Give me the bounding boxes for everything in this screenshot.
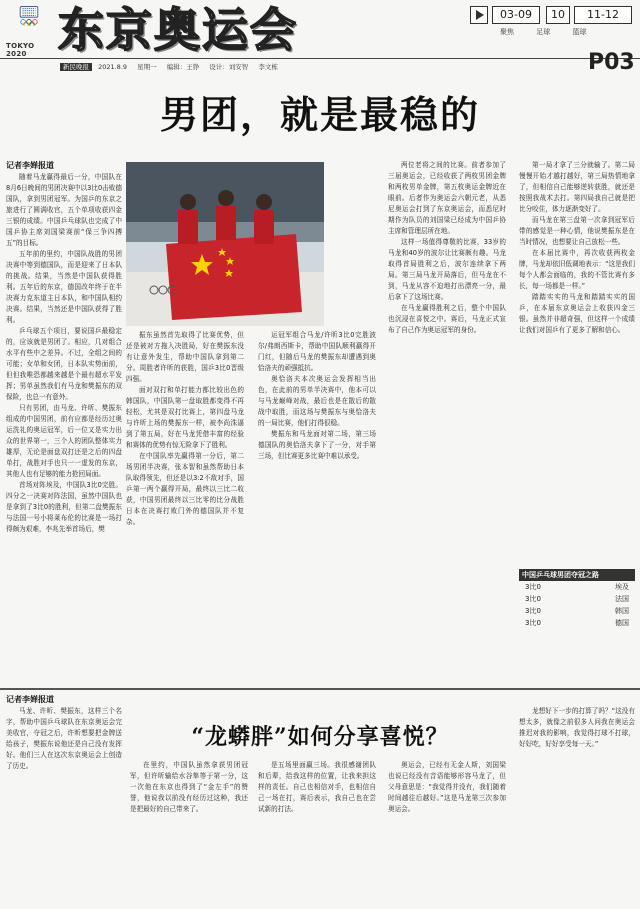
article2-column-4 <box>388 760 506 904</box>
table-row <box>519 581 635 593</box>
olympic-emblem-icon <box>8 6 50 26</box>
score-cell: 3比0 <box>525 595 541 603</box>
paragraph: 龙想好下一步的打算了吗？“这没有想太多，就像之前很多人问我在奥运会推迟对我的影响，我觉得打球不打球，好好吃，好好享受每一天。” <box>519 707 635 748</box>
issue-designer: 设计：刘安智 <box>209 63 249 71</box>
paragraph: 在本届比赛中，再次收获两枚金牌，马龙却依旧低调地表示：“这是我们每个人都会面临的，我的不管比赛有多长，每一场都是一样。” <box>519 249 635 290</box>
paragraph: 两位老将之间的比赛。前者参加了三届奥运会，已经收获了两枚男团金牌和两枚男单金牌，第五枚奥运金牌近在眼前。后者作为奥运会六朝元老，从悉尼奥运会打到了东京奥运会，而悉尼时期作为队员的刘国梁已经成为中国乒协主席和管理层所在地。 <box>388 161 506 235</box>
sections-row <box>500 27 606 37</box>
paragraph: 面对双打和单打能力都比较出色的韩国队，中国队第一盘取胜都变得不再轻松，尤其是双打比赛上，第四盘马龙与许昕上场的樊振东一样，被李尚洙逼到了第五局，好在马龙凭借丰富的经验和赛体的优势有惊无险拿下了胜利。 <box>126 386 244 449</box>
paragraph: 樊振东和马龙面对第二场，第三场德国队的奥恰洛夫拿下了一分，对手第三场，但比赛更多比赛中难以承受。 <box>258 430 376 460</box>
paragraph: 马龙、许昕、樊振东，这样三个名字，帮助中国乒乓球队在东京奥运会完美收官，夺冠之后，许昕想要把金牌送给孩子，樊振东说他还是自己没有发挥好。他们三人在这次东京奥运会上创造了历史。 <box>6 707 122 770</box>
article2-byline: 记者李婵报道 <box>6 695 54 704</box>
opponent-cell: 德国 <box>615 619 629 627</box>
issue-weekday: 星期一 <box>137 63 157 71</box>
article1-column-3 <box>258 330 376 680</box>
paragraph: 运冠军组合马龙/许昕3比0完胜波尔/弗朗西斯卡，帮助中国队顺利赢得开门红，但随后马龙的樊振东却遭遇到奥恰洛夫的顽强抵抗。 <box>258 331 376 372</box>
article1-headline: 男团，就是最稳的 <box>159 92 480 137</box>
table-row <box>519 593 635 605</box>
issue-date: 2021.8.9 <box>98 63 128 71</box>
paper-tag: 新民晚报 <box>60 63 92 71</box>
results-table-title: 中国乒乓球男团夺冠之路 <box>519 569 635 581</box>
section-focus[interactable]: 聚焦 <box>500 28 514 36</box>
page-number: P03 <box>588 50 635 75</box>
table-row <box>519 617 635 629</box>
issue-bar <box>60 62 286 72</box>
opponent-cell: 韩国 <box>615 607 629 615</box>
article2-column-1 <box>6 706 122 904</box>
date-box-2[interactable]: 10 <box>546 6 570 24</box>
date-box-3[interactable]: 11-12 <box>574 6 632 24</box>
date-navigator <box>470 6 636 24</box>
article1-byline: 记者李婵报道 <box>6 161 54 170</box>
logo-text: TOKYO 2020 <box>6 42 35 58</box>
header-rule <box>0 58 640 59</box>
table-row <box>519 605 635 617</box>
paragraph: 乒乓球五个项目，要说国乒最稳定的，应该就是男团了。相应，几对组合水平有些中之差异。不过，全组之间的可能；女单和女团，日本队实势面前，但但我唯恐都越来越是个最有超水平发挥；男单虽然我们有马龙和樊振东的双保险，也总一有意外。 <box>6 327 122 401</box>
score-cell: 3比0 <box>525 583 541 591</box>
paragraph: 五年前的里约，中国队战胜的男团决赛中等到德国队，而是迎来了日本队的挑战。结果，当然是中国队获得胜利。五年后的东京，德国改年终于在半决赛力克东道主日本队，和中国队相约决赛。结果，当然还是中国队获得了胜利。 <box>6 250 122 324</box>
issue-editor: 编辑：王铮 <box>166 63 200 71</box>
tokyo-2020-logo <box>6 6 52 58</box>
date-box-1[interactable]: 03-09 <box>492 6 540 24</box>
paragraph: 在里约，中国队虽然拿获男团冠军，但许昕输给水谷隼等于第一分，这一次他在东京也得到了“金左手”的赞誉，他说我以前没有经历过这种，我还是把最好的自己带来了。 <box>130 761 248 813</box>
paragraph: 踏踏实实的马龙和踏踏实实的国乒，在本届东京奥运会上收获四金三银。虽然并非超奇强，但这样一个成绩让我们对国乒有了更多了解和信心。 <box>519 293 635 334</box>
issue-proof: 李文栋 <box>258 63 278 71</box>
paragraph: 是五场里面赢三场。我很感谢团队和后辈，给我这样的位置，让我来担这样的责任。自己也相信对手，也相信自己一场在打，赛后表示，我自己也在尝试新的打法。 <box>258 761 376 813</box>
paragraph: 在马龙赢得胜利之后，整个中国队也沉浸在喜悦之中。赛后，马龙正式宣布了自己作为奥运冠军的身份。 <box>388 304 506 334</box>
paragraph: 这样一场值得尊敬的比赛，33岁的马龙和40岁的波尔让比赛颇有趣。马龙取得首局胜利之后，波尔连续拿下两局。第三局马龙开局落后，但马龙在不到，马龙从容不迫地打出漂亮一分，最后拿下了这场比赛。 <box>388 238 506 301</box>
celebration-image <box>126 162 324 326</box>
section-divider <box>0 688 640 690</box>
article2-column-2 <box>130 760 248 904</box>
paragraph: 振东虽然首先取得了比赛优势，但还是被对方拖入决胜局，好在樊振东没有让意外发生，帮助中国队拿到第二分。周胜者许昕的获胜，国乒3比0晋级四强。 <box>126 331 244 383</box>
paragraph: 首场对阵埃及，中国队3比0完胜。四分之一决赛对阵法国，虽然中国队也是拿到了3比0的胜利，但第二盘樊振东与法国一号小将莱布伦的比赛是一场打得颇为艰难，李兆先举首场后，樊 <box>6 481 122 533</box>
opponent-cell: 埃及 <box>615 583 629 591</box>
paragraph: 奥恰洛夫本次奥运会发挥相当出色，在此前的男单半决赛中，他本可以与马龙巅峰对战，最后也是在散后的散战中取胜，而这场与樊振东与奥恰洛夫的一局比赛，他们打得很稳。 <box>258 375 376 427</box>
play-icon[interactable] <box>470 6 488 24</box>
masthead-title: 东京奥运会 <box>58 3 298 57</box>
paragraph: 第一局才拿了三分就输了。第二局慢慢开始才越打越好，第三局热情地拿了，但相信自己能够逆转获胜，就还是按照我战术去打。第四局我自己就是把比分咬住，体力逐渐变好了。 <box>519 161 635 213</box>
article1-column-1 <box>6 172 122 680</box>
article2-headline: “龙蟒胖”如何分享喜悦？ <box>191 724 449 750</box>
opponent-cell: 法国 <box>615 595 629 603</box>
team-photo <box>126 162 324 326</box>
article2-column-5 <box>519 706 635 904</box>
article1-column-5 <box>519 160 635 564</box>
paragraph: 奥运会，已经有无金人斯，刘国梁也说已经没有音语能够形容马龙了，但父母意思是：“我觉得并没有，我们随着时间越往后越好。”这是马龙第三次参加奥运会。 <box>388 761 506 813</box>
article2-column-3 <box>258 760 376 904</box>
article1-column-2 <box>126 330 244 680</box>
section-football[interactable]: 足球 <box>536 28 551 36</box>
paragraph: 随着马龙赢得最后一分，中国队在8月6日晚间的男团决赛中以3比0击败德国队，拿到男团冠军。为国乒的东京之旅进行了圆满收官，五个单项收获四金三银的成绩。中国乒乓球队也完成了中国乒协主席刘国梁赛前“保三争四搏五”的目标。 <box>6 173 122 247</box>
score-cell: 3比0 <box>525 607 541 615</box>
paragraph: 而马龙在第三盘第一次拿到冠军后带的感觉是一种心情，他说樊振东是在当时情况，也想要让自己放松一些。 <box>519 216 635 246</box>
section-basketball[interactable]: 篮球 <box>572 28 587 36</box>
article1-column-4 <box>388 160 506 680</box>
results-table <box>519 569 635 629</box>
paragraph: 只有男团，由马龙、许昕、樊振东组成的中国男团，前有应都是经历过奥运洗礼的奥运冠军，后一位又是实力出众的世界第一，三个人的团队整体实力雄厚，无论是面盘双打还是之后的四盘单打，战胜对手也只一一虚发的东京，其他人也有足够的能力抢回局面。 <box>6 404 122 478</box>
paragraph: 在中国队率先赢得第一分后，第二场男团半决赛，张本智和虽然帮助日本队取得领先，但还是以3:2不敌对手，国乒第一两个赢得开局，最终以三比二收获，中国男团最终以三比零的比分战胜日本在决赛打败门外的德国队并不复杂。 <box>126 452 244 526</box>
score-cell: 3比0 <box>525 619 541 627</box>
